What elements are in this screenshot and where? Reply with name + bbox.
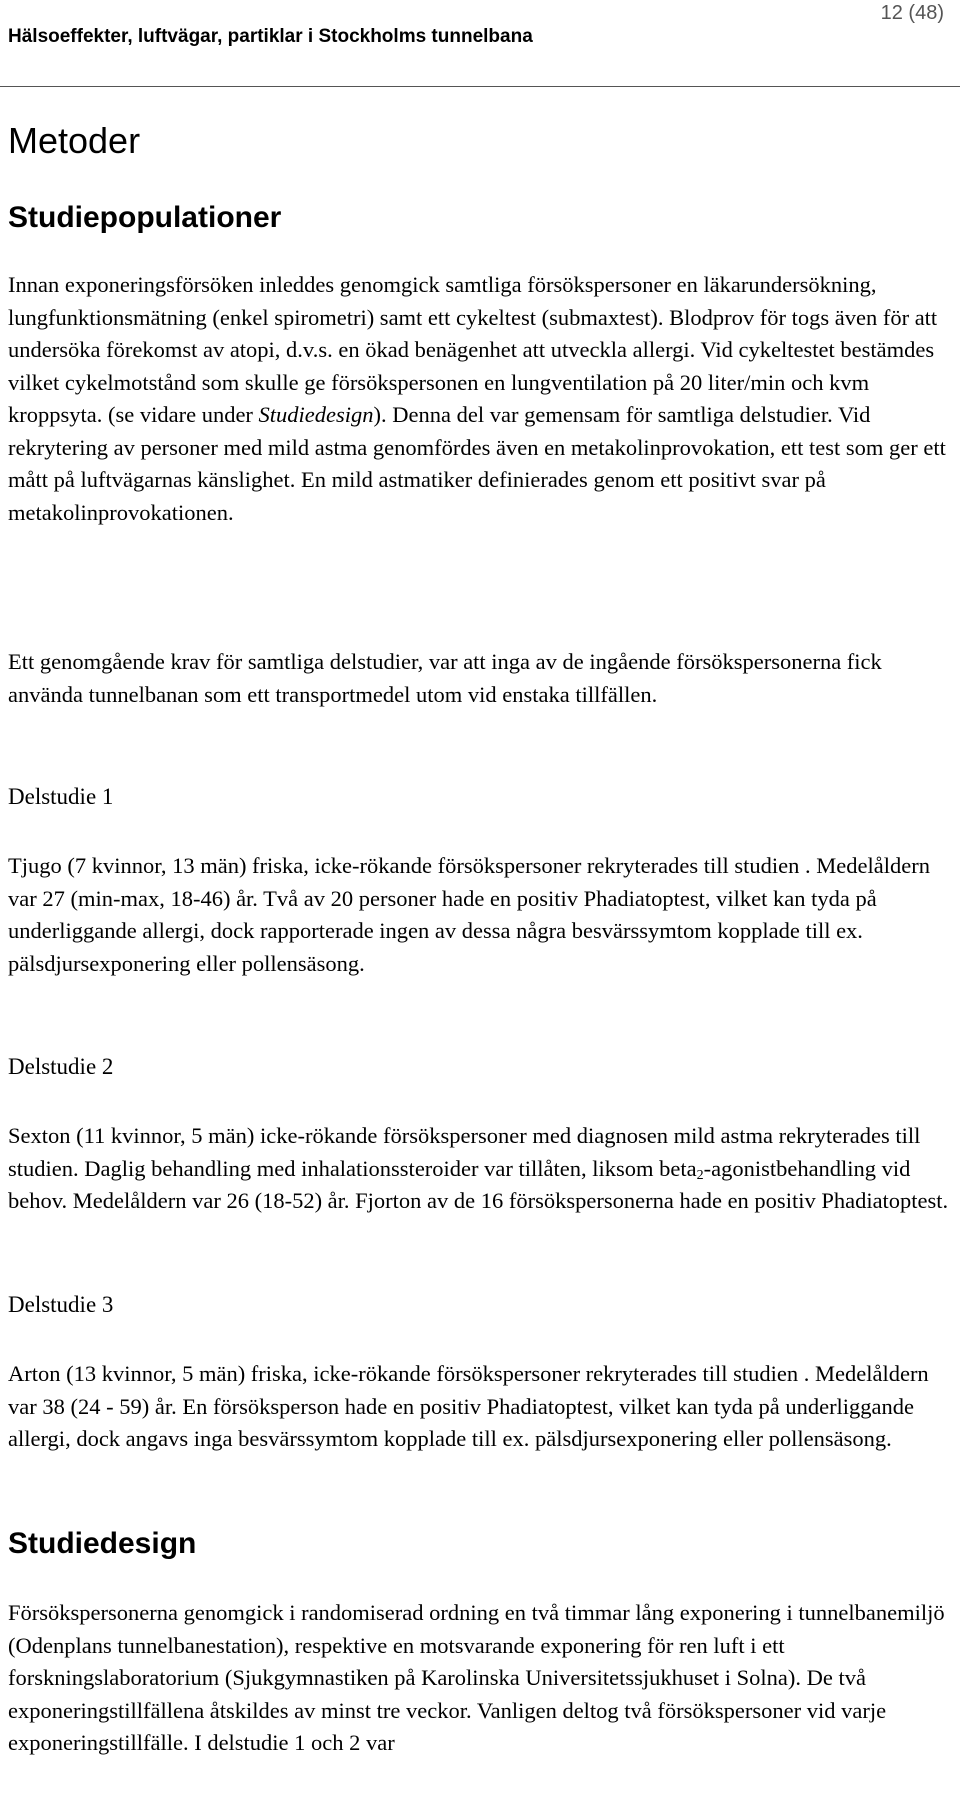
paragraph-studiepopulationer-2: Ett genomgående krav för samtliga delstudier, var att inga av de ingående försökspersonerna fick använda tunnelbanan som ett transportmedel utom vid enstaka tillfällen. [8,649,882,707]
paragraph-delstudie-3: Arton (13 kvinnor, 5 män) friska, icke-rökande försökspersoner rekryterades till studien . Medelåldern var 38 (24 - 59) år. En försöksperson hade en positiv Phadiatoptest, vilket kan tyda på underliggande allergi, dock angavs inga besvärssymtom kopplade till ex. pälsdjursexponering eller pollensäsong. [8,1361,929,1451]
paragraph-delstudie-2 [8,1120,952,1218]
paragraph-studiepopulationer-1 [8,269,952,529]
page-number: 12 (48) [880,2,944,24]
header-divider [0,86,960,87]
subheading-delstudie-3: Delstudie 3 [8,1292,114,1317]
paragraph-delstudie-1: Tjugo (7 kvinnor, 13 män) friska, icke-rökande försökspersoner rekryterades till studien . Medelåldern var 27 (min-max, 18-46) år. Två av 20 personer hade en positiv Phadiatoptest, vilket kan tyda på underliggande allergi, dock rapporterade ingen av dessa några besvärssymtom kopplade till ex. pälsdjursexponering eller pollensäsong. [8,853,930,976]
subheading-delstudie-1: Delstudie 1 [8,784,114,809]
subscript: 2 [696,1167,704,1183]
studiedesign-reference: Studiedesign [258,402,374,427]
running-header: Hälsoeffekter, luftvägar, partiklar i Stockholms tunnelbana [8,26,533,47]
section-heading-studiepopulationer: Studiepopulationer [8,201,282,234]
paragraph-studiedesign: Försökspersonerna genomgick i randomiserad ordning en två timmar lång exponering i tunnelbanemiljö (Odenplans tunnelbanestation), respektive en motsvarande exponering för ren luft i ett forskningslaboratorium (Sjukgymnastiken på Karolinska Universitetssjukhuset i Solna). De två exponeringstillfällena åtskildes av minst tre veckor. Vanligen deltog två försökspersoner vid varje exponeringstillfälle. I delstudie 1 och 2 var [8,1600,945,1755]
paragraph-text: -agonistbehandling vid behov. Medelåldern var 26 (18-52) år. Fjorton av de 16 försökspersonerna hade en positiv Phadiatoptest. [8,1155,949,1213]
section-heading-metoder: Metoder [8,120,141,161]
section-heading-studiedesign: Studiedesign [8,1527,197,1560]
paragraph-text: Sexton (11 kvinnor, 5 män) icke-rökande försökspersoner med diagnosen mild astma rekryterades till studien. Daglig behandling med inhalationssteroider var tillåten, liksom beta [8,1123,921,1181]
paragraph-text: Innan exponeringsförsöken inleddes genomgick samtliga försökspersoner en läkarundersökning, lungfunktionsmätning (enkel spirometri) samt ett cykeltest (submaxtest). Blodprov för togs även för att undersöka förekomst av atopi, d.v.s. en ökad benägenhet att utveckla allergi. Vid cykeltestet bestämdes vilket cykelmotstånd som skulle ge försökspersonen en lungventilation på 20 liter/min och kvm kroppsyta. (se vidare under [8,272,938,427]
paragraph-text: ). Denna del var gemensam för samtliga delstudier. Vid rekrytering av personer med mild astma genomfördes även en metakolinprovokation, ett test som ger ett mått på luftvägarnas känslighet. En mild astmatiker definierades genom ett positivt svar på metakolinprovokationen. [8,402,946,525]
subheading-delstudie-2: Delstudie 2 [8,1054,114,1079]
